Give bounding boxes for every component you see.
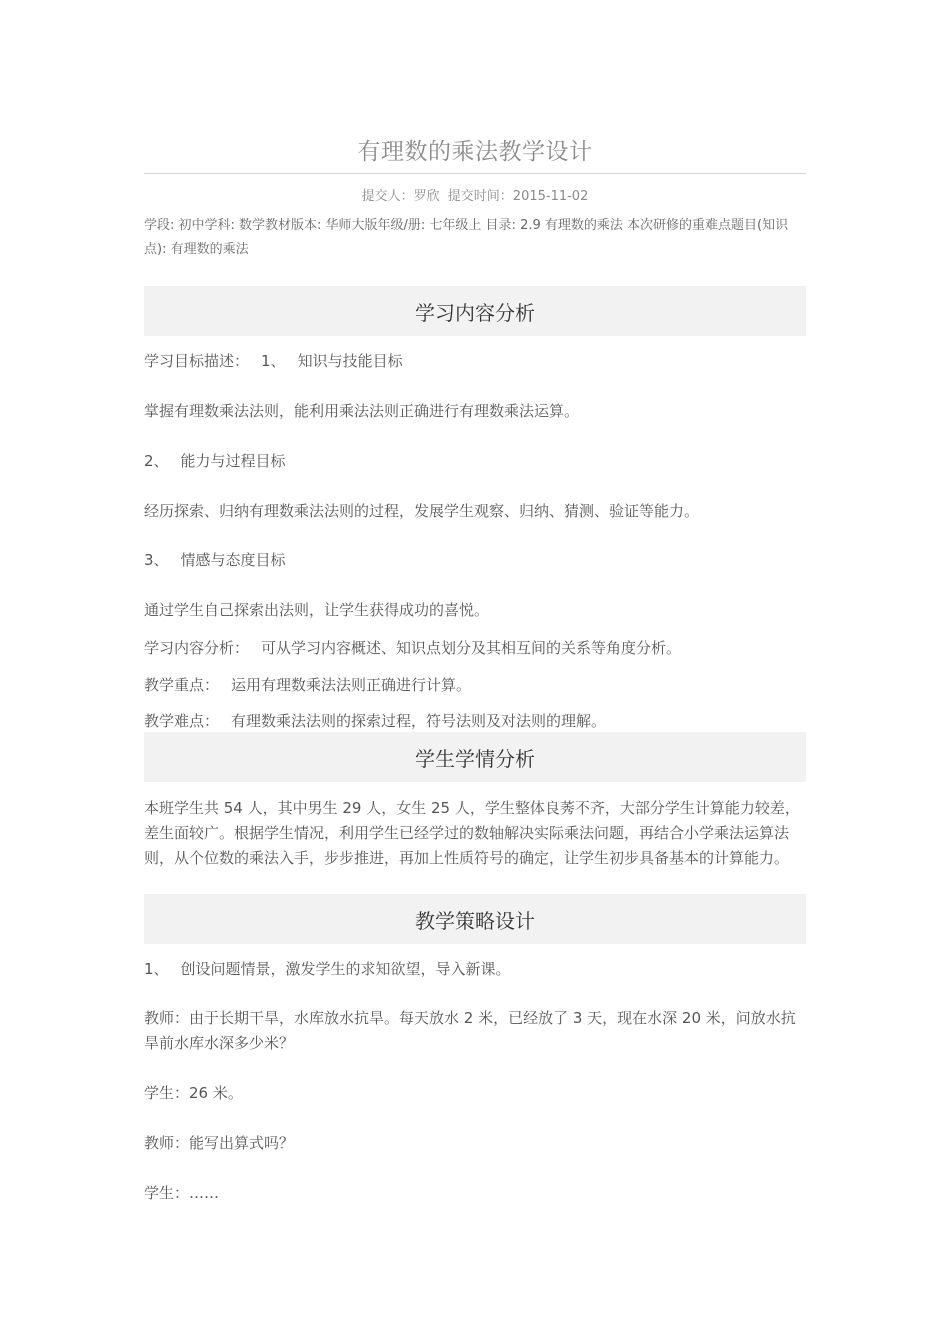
key-point-label: 教学重点： [144, 676, 220, 694]
goal-3-heading [144, 548, 806, 573]
section-header-student-analysis: 学生学情分析 [144, 732, 806, 782]
goal-2-number: 2、 [144, 452, 169, 470]
key-point-text: 运用有理数乘法法则正确进行计算。 [231, 676, 472, 694]
goal-3-number: 3、 [144, 551, 169, 569]
goal-label: 学习目标描述： [144, 352, 250, 370]
section-header-content-analysis: 学习内容分析 [144, 286, 806, 336]
goal-3-title: 情感与态度目标 [180, 551, 286, 569]
submission-meta [144, 185, 806, 204]
strategy-1-number: 1、 [144, 960, 169, 978]
difficulty-text: 有理数乘法法则的探索过程，符号法则及对法则的理解。 [231, 712, 607, 730]
goal-1-description: 掌握有理数乘法法则，能利用乘法法则正确进行有理数乘法运算。 [144, 402, 580, 420]
goal-2-description: 经历探索、归纳有理数乘法法则的过程，发展学生观察、归纳、猜测、验证等能力。 [144, 502, 700, 520]
teacher-question-2: 教师：能写出算式吗？ [144, 1134, 295, 1152]
strategy-1-text: 创设问题情景，激发学生的求知欲望，导入新课。 [180, 960, 511, 978]
teacher-question-1: 教师：由于长期干旱，水库放水抗旱。每天放水 2 米，已经放了 3 天，现在水深 20 米，问放水抗旱前水库水深多少米？ [144, 1009, 796, 1052]
goal-2-heading [144, 449, 806, 474]
title-divider [144, 173, 806, 174]
submitter: 提交人：罗欣 [361, 189, 440, 204]
content-analysis-label: 学习内容分析： [144, 639, 250, 657]
section-header-strategy: 教学策略设计 [144, 894, 806, 944]
document-title: 有理数的乘法教学设计 [357, 139, 593, 165]
goal-1-title: 知识与技能目标 [297, 352, 403, 370]
content-analysis-text: 可从学习内容概述、知识点划分及其相互间的关系等角度分析。 [261, 639, 682, 657]
goal-heading [144, 349, 806, 374]
goal-3-description: 通过学生自己探索出法则，让学生获得成功的喜悦。 [144, 601, 490, 619]
content-analysis-line [144, 636, 806, 661]
student-analysis-paragraph: 本班学生共 54 人，其中男生 29 人，女生 25 人，学生整体良莠不齐，大部分学生计算能力较差，差生面较广。根据学生情况，利用学生已经学过的数轴解决实际乘法问题，再结合小学乘法运算法则，从个位数的乘法入手，步步推进，再加上性质符号的确定，让学生初步具备基本的计算能力。 [144, 799, 800, 867]
goal-2-title: 能力与过程目标 [180, 452, 286, 470]
student-answer-1: 学生：26 米。 [144, 1084, 243, 1102]
difficulty-label: 教学难点： [144, 712, 220, 730]
goal-1-number: 1、 [261, 352, 286, 370]
strategy-1-heading [144, 957, 806, 982]
difficulty-line [144, 709, 806, 734]
student-answer-2: 学生：…… [144, 1184, 220, 1202]
course-info: 学段: 初中学科: 数学教材版本: 华师大版年级/册: 七年级上 目录: 2.9 有理数的乘法 本次研修的重难点题目(知识点): 有理数的乘法 [144, 218, 789, 257]
key-point-line [144, 673, 806, 698]
submit-time: 提交时间：2015-11-02 [447, 189, 589, 204]
